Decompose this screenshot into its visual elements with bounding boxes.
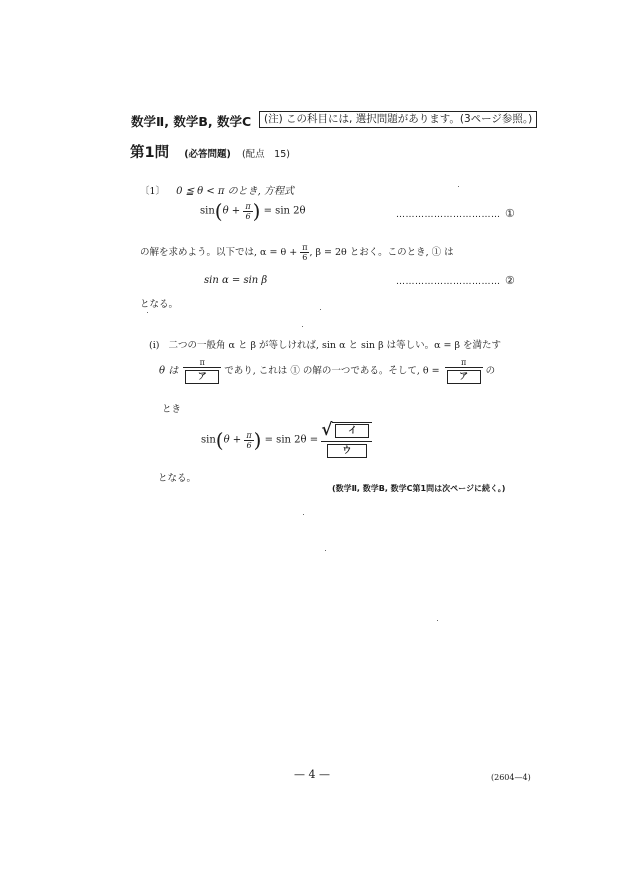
eq3-theta: θ + — [223, 434, 242, 446]
eq3-close-paren: ) — [253, 428, 262, 452]
eq1-theta: θ + — [222, 205, 241, 217]
subject-header: 数学Ⅱ, 数学B, 数学C — [131, 114, 252, 129]
selection-note: (注) この科目には, 選択問題があります。(3ページ参照。) — [259, 111, 537, 128]
eq3-right: = sin 2θ = — [264, 434, 319, 446]
page-number: — 4 — — [294, 768, 330, 781]
eq1-open-paren: ( — [214, 199, 223, 223]
eq1-close-paren: ) — [252, 199, 261, 223]
answer-box-a[interactable]: ア — [185, 370, 219, 384]
part1-line2 — [140, 243, 454, 262]
equation-3 — [201, 422, 372, 458]
answer-box-i[interactable]: イ — [335, 424, 369, 438]
scan-speck — [303, 514, 304, 515]
eq1-right: = sin 2θ — [263, 205, 306, 217]
part1-label: 〔1〕 — [140, 186, 166, 197]
points-label: (配点 15) — [241, 149, 290, 160]
scan-speck — [147, 312, 148, 313]
fraction-pi-over-a-2: $\frac{\pi}{\text{ア}}$ — [445, 358, 483, 384]
eq2-number-mark: ② — [505, 274, 515, 287]
eq1-sin: sin — [200, 205, 215, 217]
required-label: (必答問題) — [184, 149, 231, 160]
scan-speck — [458, 186, 459, 187]
eq2-leader-dots: …………………………… — [396, 277, 501, 287]
question-title: 第1問 — [130, 145, 170, 161]
theta-ha: θ は — [159, 365, 179, 377]
line2-text-a: の解を求めよう。以下では, α = θ + — [140, 247, 298, 258]
part1-intro: 0 ≦ θ < π のとき, 方程式 — [176, 186, 295, 197]
eq3-open-paren: ( — [215, 428, 224, 452]
answer-box-a-2[interactable]: ア — [447, 370, 481, 384]
eq1-fraction: $\frac{\pi}{6}$ — [245, 201, 251, 221]
sqrt-icon: √ — [321, 420, 333, 440]
exam-code: (2604—4) — [491, 773, 531, 782]
scan-speck — [320, 309, 321, 310]
sub-i-line2 — [159, 358, 495, 384]
scan-speck — [302, 326, 303, 327]
eq3-fraction: $\frac{\pi}{6}$ — [246, 430, 252, 450]
equation-2: sin α = sin β — [204, 275, 268, 286]
line2-fraction: $\frac{\pi}{6}$ — [302, 243, 308, 262]
question-heading — [130, 141, 290, 162]
answer-box-u[interactable]: ウ — [327, 444, 367, 458]
sqrt-fraction — [321, 422, 372, 458]
eq1-leader-dots: …………………………… — [396, 210, 501, 220]
sub-i-label: (i) — [149, 340, 160, 351]
scan-speck — [325, 550, 326, 551]
part1-intro-line — [140, 182, 294, 197]
sub-i-text2: であり, これは ① の解の一つである。そして, θ = — [224, 365, 440, 377]
line2-text-b: , β = 2θ とおく。このとき, ① は — [309, 247, 454, 258]
naru-text: となる。 — [158, 473, 197, 484]
fraction-pi-over-a: $\frac{\pi}{\text{ア}}$ — [183, 358, 221, 384]
no-particle: の — [485, 365, 496, 377]
part1-line3: となる。 — [140, 299, 179, 310]
sub-i-line1 — [149, 337, 501, 351]
sub-i-text1: 二つの一般角 α と β が等しければ, sin α と sin β は等しい。α = β を満たす — [168, 340, 502, 351]
equation-1 — [200, 201, 306, 221]
eq3-sin: sin — [201, 434, 216, 446]
eq1-number-mark: ① — [505, 207, 515, 220]
scan-speck — [437, 620, 438, 621]
toki-text: とき — [162, 404, 182, 415]
continue-note: (数学Ⅱ, 数学B, 数学C第1問は次ページに続く。) — [332, 484, 506, 493]
